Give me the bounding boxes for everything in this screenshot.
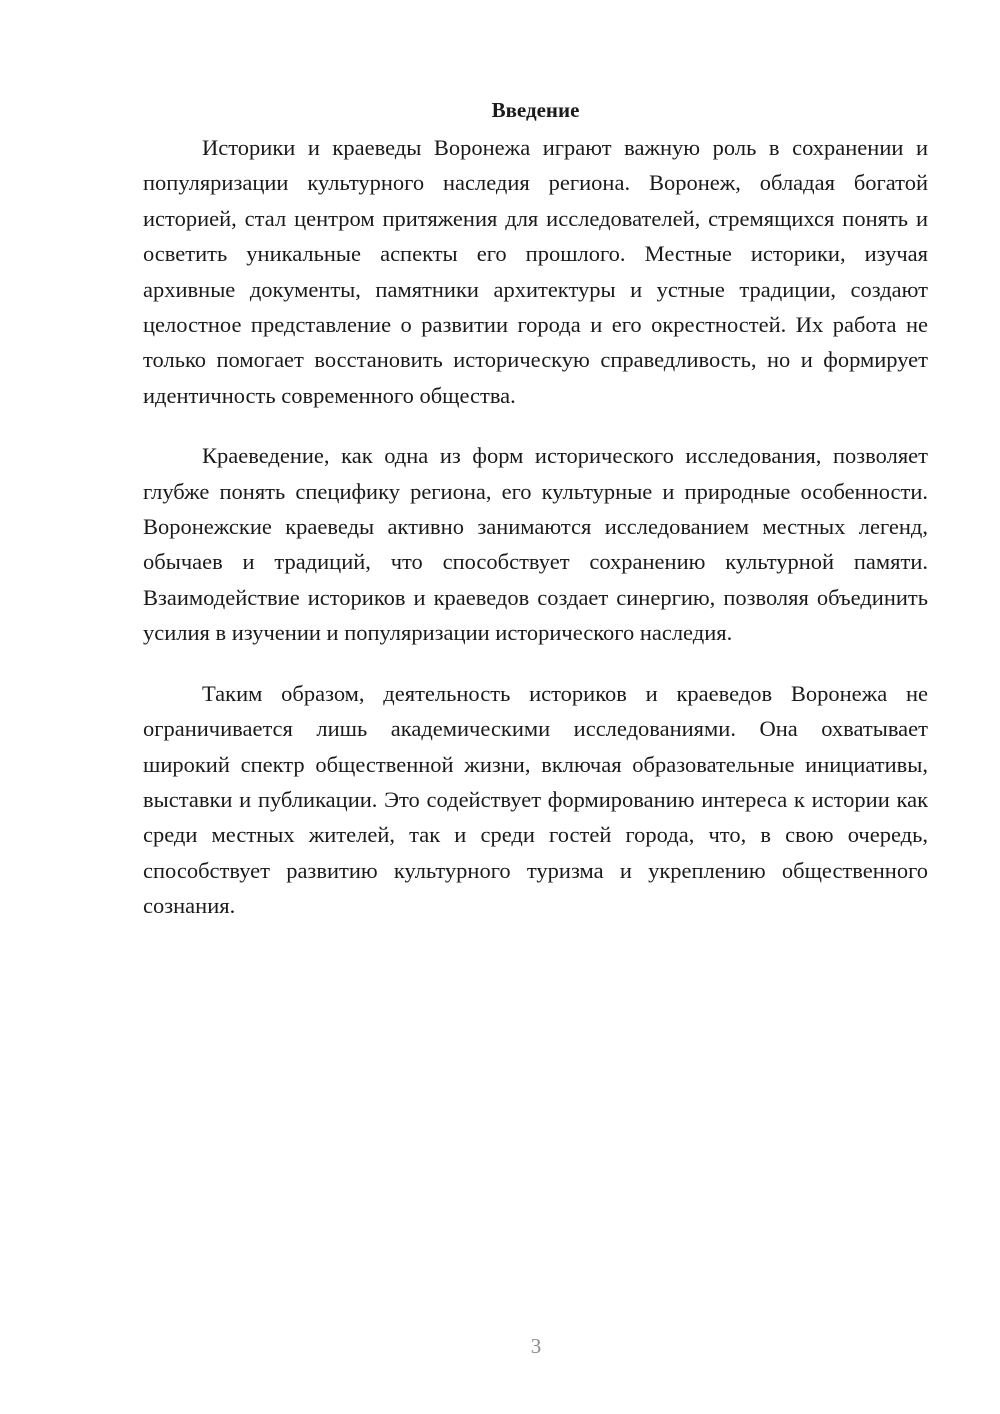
paragraph-3: Таким образом, деятельность историков и краеведов Воронежа не ограничивается лишь академическими исследованиями. Она охватывает широкий спектр общественной жизни, включая образовательные инициативы, выставки и публикации. Это содействует формированию интереса к истории как среди местных жителей, так и среди гостей города, что, в свою очередь, способствует развитию культурного туризма и укреплению общественного сознания. <box>143 680 928 919</box>
page-number: 3 <box>530 1334 542 1358</box>
paragraph-1: Историки и краеведы Воронежа играют важную роль в сохранении и популяризации культурного наследия региона. Воронеж, обладая богатой историей, стал центром притяжения для исследователей, стремящихся понять и осветить уникальные аспекты его прошлого. Местные историки, изучая архивные документы, памятники архитектуры и устные традиции, создают целостное представление о развитии города и его окрестностей. Их работа не только помогает восстановить историческую справедливость, но и формирует идентичность современного общества. <box>143 135 928 408</box>
page-content <box>143 90 928 924</box>
section-heading: Введение <box>491 98 580 122</box>
paragraph-2: Краеведение, как одна из форм исторического исследования, позволяет глубже понять специфику региона, его культурные и природные особенности. Воронежские краеведы активно занимаются исследованием местных легенд, обычаев и традиций, что способствует сохранению культурной памяти. Взаимодействие историков и краеведов создает синергию, позволяя объединить усилия в изучении и популяризации исторического наследия. <box>143 443 928 646</box>
